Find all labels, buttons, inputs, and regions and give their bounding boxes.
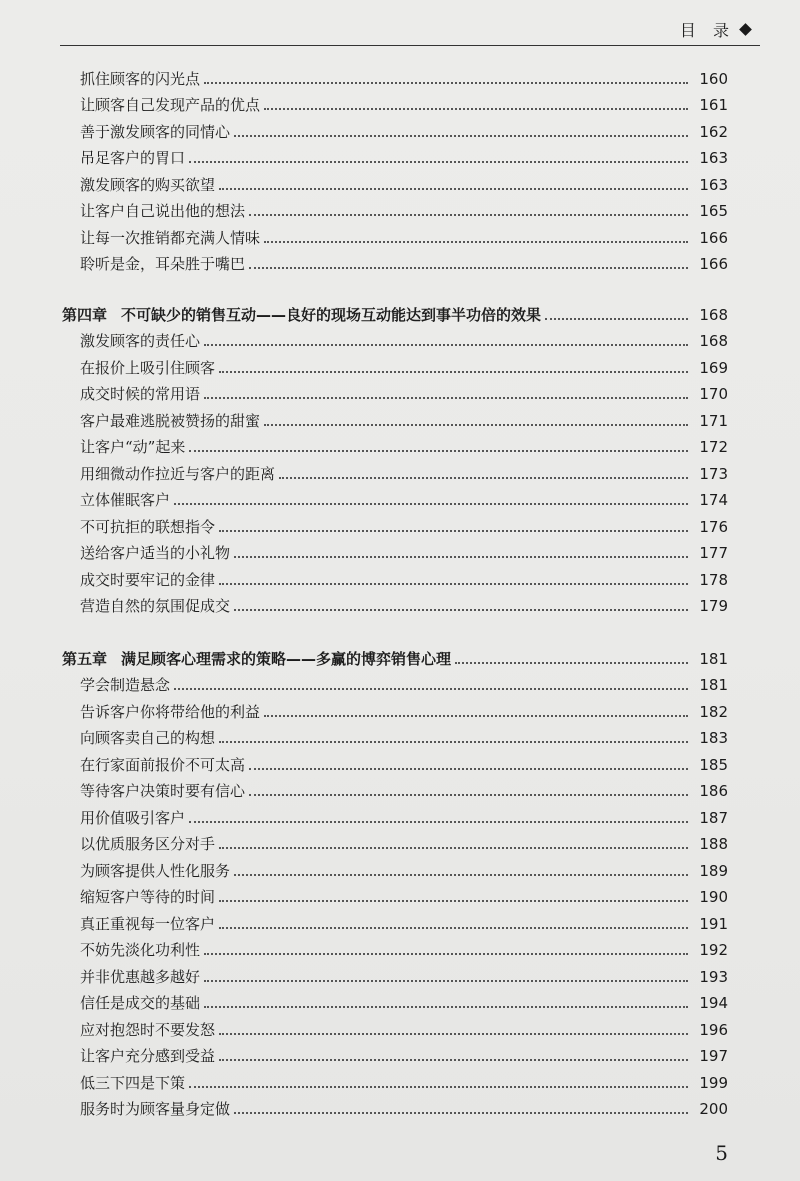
dot-leader <box>234 609 688 611</box>
toc-entry <box>62 828 728 855</box>
chapter-title-text: 不可缺少的销售互动——良好的现场互动能达到事半功倍的效果 <box>121 305 542 324</box>
toc-entry <box>62 325 728 352</box>
toc-entry <box>62 1066 728 1093</box>
toc-entry-title: 真正重视每一位客户 <box>80 914 216 933</box>
dot-leader <box>234 556 688 558</box>
toc-entry-page-number: 188 <box>699 835 728 853</box>
toc-entry-page-number: 163 <box>699 175 728 194</box>
dot-leader <box>204 980 688 982</box>
dot-leader <box>204 344 688 346</box>
dot-leader <box>219 1033 688 1035</box>
toc-entry-title: 并非优惠越多越好 <box>80 967 201 986</box>
toc-entry-page-number: 181 <box>699 676 728 694</box>
toc-entry-page-number: 178 <box>699 570 728 589</box>
dot-leader <box>219 371 688 373</box>
toc-entry-title: 向顾客卖自己的构想 <box>80 729 216 747</box>
chapter-title <box>62 649 451 669</box>
dot-leader <box>219 1059 688 1061</box>
toc-entry-title: 激发顾客的购买欲望 <box>80 175 216 194</box>
toc-entry-page-number: 192 <box>699 941 728 959</box>
page-number: 5 <box>715 1141 728 1165</box>
toc-entry <box>62 1013 728 1040</box>
toc-entry-title: 以优质服务区分对手 <box>80 835 216 853</box>
dot-leader <box>189 821 688 823</box>
toc-entry <box>62 510 728 537</box>
toc-entry-page-number: 168 <box>699 332 728 350</box>
toc-entry <box>62 404 728 431</box>
dot-leader <box>219 741 688 743</box>
dot-leader <box>189 450 688 452</box>
toc-entry-title: 让客户充分感到受益 <box>80 1047 216 1065</box>
toc-entry-title: 为顾客提供人性化服务 <box>80 861 231 880</box>
dot-leader <box>219 583 688 585</box>
chapter-title <box>62 305 541 325</box>
toc-entry-title: 不可抗拒的联想指令 <box>80 517 216 536</box>
toc-entry-title: 客户最难逃脱被赞扬的甜蜜 <box>80 411 261 430</box>
chapter-spacer <box>62 616 728 642</box>
dot-leader <box>219 847 688 849</box>
toc-entry <box>62 168 728 195</box>
dot-leader <box>189 161 688 163</box>
dot-leader <box>174 688 688 690</box>
toc-entry-page-number: 174 <box>699 491 728 509</box>
toc-entry-page-number: 194 <box>699 994 728 1012</box>
toc-entry-title: 让客户“动”起来 <box>80 438 186 456</box>
toc-entry <box>62 221 728 248</box>
toc-entry <box>62 722 728 749</box>
toc-entry-title: 在报价上吸引住顾客 <box>80 358 216 377</box>
table-of-contents <box>62 62 728 1119</box>
toc-entry <box>62 457 728 484</box>
toc-entry-page-number: 199 <box>699 1073 728 1092</box>
toc-entry-title: 聆听是金，耳朵胜于嘴巴 <box>80 255 246 273</box>
toc-entry <box>62 537 728 564</box>
toc-entry-page-number: 185 <box>699 755 728 774</box>
toc-entry-title: 让每一次推销都充满人情味 <box>80 228 261 247</box>
toc-entry-page-number: 190 <box>699 888 728 906</box>
toc-entry-title: 激发顾客的责任心 <box>80 332 201 350</box>
toc-entry-page-number: 186 <box>699 782 728 800</box>
chapter-entry <box>62 298 728 325</box>
dot-leader <box>234 874 688 876</box>
toc-entry-title: 缩短客户等待的时间 <box>80 888 216 906</box>
toc-entry-page-number: 165 <box>699 202 728 220</box>
toc-entry <box>62 351 728 378</box>
toc-entry-title: 等待客户决策时要有信心 <box>80 782 246 800</box>
chapter-spacer <box>62 274 728 298</box>
header-rule <box>60 45 760 46</box>
running-head <box>680 18 750 41</box>
toc-entry-title: 不妨先淡化功利性 <box>80 941 201 959</box>
toc-entry-title: 成交时要牢记的金律 <box>80 570 216 589</box>
dot-leader <box>264 715 688 717</box>
dot-leader <box>264 241 688 243</box>
chapter-number: 第五章 <box>62 649 108 668</box>
chapter-title-text: 满足顾客心理需求的策略——多赢的博弈销售心理 <box>121 649 452 668</box>
toc-entry <box>62 89 728 116</box>
dot-leader <box>249 794 688 796</box>
dot-leader <box>219 900 688 902</box>
toc-entry-page-number: 166 <box>699 255 728 273</box>
toc-entry-page-number: 197 <box>699 1047 728 1065</box>
toc-entry-title: 吊足客户的胃口 <box>80 149 186 167</box>
toc-entry-title: 用细微动作拉近与客户的距离 <box>80 464 276 483</box>
toc-entry-page-number: 170 <box>699 385 728 403</box>
toc-entry-title: 营造自然的氛围促成交 <box>80 597 231 615</box>
toc-entry-title: 学会制造悬念 <box>80 676 171 694</box>
dot-leader <box>204 1006 688 1008</box>
toc-entry-page-number: 191 <box>699 914 728 933</box>
toc-entry-page-number: 179 <box>699 597 728 615</box>
diamond-icon <box>739 23 752 36</box>
dot-leader <box>219 530 688 532</box>
chapter-number: 第四章 <box>62 305 108 324</box>
toc-entry-title: 服务时为顾客量身定做 <box>80 1100 231 1118</box>
toc-entry-page-number: 160 <box>699 69 728 88</box>
toc-entry-title: 让客户自己说出他的想法 <box>80 202 246 220</box>
toc-entry-page-number: 187 <box>699 808 728 827</box>
toc-entry-title: 信任是成交的基础 <box>80 994 201 1012</box>
chapter-page-number: 168 <box>699 305 728 324</box>
dot-leader <box>234 1112 688 1114</box>
toc-entry-page-number: 177 <box>699 544 728 562</box>
dot-leader <box>455 662 688 664</box>
toc-entry-title: 应对抱怨时不要发怒 <box>80 1020 216 1039</box>
chapter-page-number: 181 <box>699 649 728 668</box>
dot-leader <box>249 768 688 770</box>
toc-entry <box>62 1040 728 1067</box>
toc-entry-title: 送给客户适当的小礼物 <box>80 544 231 562</box>
dot-leader <box>249 267 688 269</box>
dot-leader <box>204 397 688 399</box>
toc-entry-page-number: 163 <box>699 149 728 167</box>
toc-entry <box>62 881 728 908</box>
toc-entry-title: 立体催眠客户 <box>80 491 171 509</box>
toc-entry <box>62 563 728 590</box>
toc-entry-page-number: 171 <box>699 411 728 430</box>
toc-entry <box>62 934 728 961</box>
toc-entry-page-number: 169 <box>699 358 728 377</box>
chapter-entry <box>62 642 728 669</box>
toc-entry-page-number: 176 <box>699 517 728 536</box>
toc-entry <box>62 142 728 169</box>
dot-leader <box>279 477 688 479</box>
dot-leader <box>264 108 688 110</box>
toc-entry <box>62 484 728 511</box>
toc-entry-page-number: 183 <box>699 729 728 747</box>
toc-entry-title: 低三下四是下策 <box>80 1073 186 1092</box>
dot-leader <box>219 927 688 929</box>
toc-entry <box>62 378 728 405</box>
toc-entry-page-number: 189 <box>699 861 728 880</box>
toc-entry <box>62 431 728 458</box>
toc-entry-title: 用价值吸引客户 <box>80 808 186 827</box>
toc-entry-page-number: 161 <box>699 96 728 114</box>
toc-entry <box>62 854 728 881</box>
toc-entry <box>62 590 728 617</box>
toc-entry <box>62 695 728 722</box>
dot-leader <box>189 1086 688 1088</box>
toc-entry-title: 告诉客户你将带给他的利益 <box>80 702 261 721</box>
dot-leader <box>204 953 688 955</box>
toc-entry <box>62 775 728 802</box>
dot-leader <box>234 135 688 137</box>
dot-leader <box>219 188 688 190</box>
toc-entry-page-number: 162 <box>699 122 728 141</box>
toc-entry-page-number: 172 <box>699 438 728 456</box>
toc-entry <box>62 248 728 275</box>
toc-entry <box>62 987 728 1014</box>
dot-leader <box>174 503 688 505</box>
toc-entry-page-number: 166 <box>699 228 728 247</box>
toc-entry-page-number: 193 <box>699 967 728 986</box>
toc-entry-title: 成交时候的常用语 <box>80 385 201 403</box>
toc-entry <box>62 195 728 222</box>
toc-entry-title: 善于激发顾客的同情心 <box>80 122 231 141</box>
toc-entry <box>62 115 728 142</box>
toc-entry <box>62 960 728 987</box>
toc-entry-title: 抓住顾客的闪光点 <box>80 69 201 88</box>
toc-entry-page-number: 200 <box>699 1100 728 1118</box>
toc-entry-title: 在行家面前报价不可太高 <box>80 755 246 774</box>
dot-leader <box>264 424 688 426</box>
toc-entry <box>62 907 728 934</box>
toc-entry <box>62 1093 728 1120</box>
dot-leader <box>249 214 688 216</box>
dot-leader <box>204 82 688 84</box>
toc-entry <box>62 748 728 775</box>
toc-entry-page-number: 196 <box>699 1020 728 1039</box>
toc-entry-page-number: 182 <box>699 702 728 721</box>
toc-entry <box>62 62 728 89</box>
toc-entry <box>62 669 728 696</box>
toc-entry-page-number: 173 <box>699 464 728 483</box>
toc-entry <box>62 801 728 828</box>
toc-entry-title: 让顾客自己发现产品的优点 <box>80 96 261 114</box>
dot-leader <box>545 318 688 320</box>
running-head-title: 目 录 <box>679 21 735 40</box>
